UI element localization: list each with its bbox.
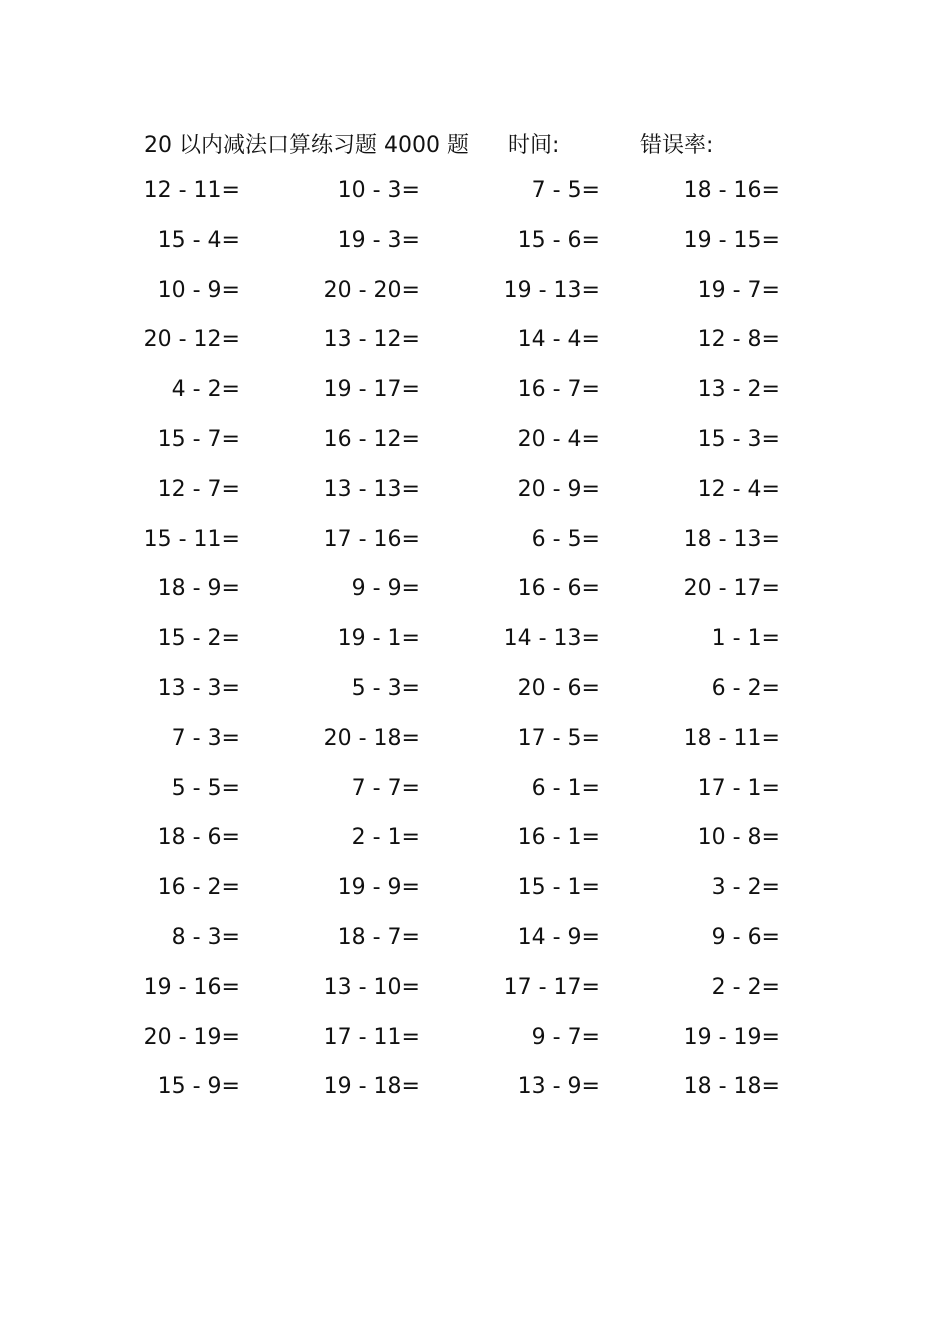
error-rate-label: 错误率:	[640, 133, 714, 158]
problem-row	[0, 872, 950, 922]
worksheet-header	[0, 128, 950, 158]
subtraction-problem: 17 - 5=	[517, 725, 600, 751]
subtraction-problem: 19 - 7=	[697, 277, 780, 303]
problem-row	[0, 275, 950, 325]
subtraction-problem: 9 - 9=	[351, 576, 420, 602]
subtraction-problem: 10 - 3=	[337, 178, 420, 203]
subtraction-problem: 12 - 4=	[697, 476, 780, 502]
subtraction-problem: 15 - 4=	[157, 227, 240, 253]
subtraction-problem: 15 - 1=	[517, 875, 600, 901]
problem-row	[0, 723, 950, 773]
subtraction-problem: 6 - 2=	[711, 675, 780, 701]
problem-row	[0, 374, 950, 424]
subtraction-problem: 16 - 1=	[517, 825, 600, 851]
problem-row	[0, 623, 950, 673]
subtraction-problem: 13 - 2=	[697, 377, 780, 403]
problem-row	[0, 175, 950, 225]
subtraction-problem: 19 - 1=	[337, 626, 420, 652]
subtraction-problem: 13 - 13=	[323, 476, 420, 502]
subtraction-problem: 7 - 7=	[351, 775, 420, 801]
subtraction-problem: 18 - 7=	[337, 924, 420, 950]
subtraction-problem: 7 - 3=	[171, 725, 240, 751]
problem-row	[0, 225, 950, 275]
subtraction-problem: 13 - 10=	[323, 974, 420, 1000]
subtraction-problem: 20 - 17=	[683, 576, 780, 602]
subtraction-problem: 18 - 16=	[683, 178, 780, 203]
problem-row	[0, 474, 950, 524]
problem-row	[0, 773, 950, 823]
subtraction-problem: 16 - 2=	[157, 875, 240, 901]
subtraction-problem: 9 - 7=	[531, 1024, 600, 1050]
subtraction-problem: 19 - 13=	[503, 277, 600, 303]
problem-row	[0, 573, 950, 623]
subtraction-problem: 8 - 3=	[171, 924, 240, 950]
subtraction-problem: 20 - 6=	[517, 675, 600, 701]
subtraction-problem: 15 - 3=	[697, 426, 780, 452]
subtraction-problem: 19 - 15=	[683, 227, 780, 253]
worksheet-title: 20 以内减法口算练习题 4000 题	[144, 133, 469, 158]
subtraction-problem: 18 - 11=	[683, 725, 780, 751]
subtraction-problem: 10 - 8=	[697, 825, 780, 851]
subtraction-problem: 15 - 2=	[157, 626, 240, 652]
subtraction-problem: 18 - 13=	[683, 526, 780, 552]
subtraction-problem: 4 - 2=	[171, 377, 240, 403]
subtraction-problem: 15 - 9=	[157, 1074, 240, 1100]
subtraction-problem: 19 - 19=	[683, 1024, 780, 1050]
subtraction-problem: 2 - 2=	[711, 974, 780, 1000]
subtraction-problem: 16 - 6=	[517, 576, 600, 602]
subtraction-problem: 18 - 18=	[683, 1074, 780, 1100]
subtraction-problem: 17 - 1=	[697, 775, 780, 801]
subtraction-problem: 14 - 4=	[517, 327, 600, 353]
subtraction-problem: 15 - 6=	[517, 227, 600, 253]
problem-row	[0, 524, 950, 574]
subtraction-problem: 20 - 20=	[323, 277, 420, 303]
subtraction-problem: 14 - 13=	[503, 626, 600, 652]
subtraction-problem: 9 - 6=	[711, 924, 780, 950]
subtraction-problem: 19 - 18=	[323, 1074, 420, 1100]
subtraction-problem: 17 - 11=	[323, 1024, 420, 1050]
problem-row	[0, 972, 950, 1022]
subtraction-problem: 20 - 18=	[323, 725, 420, 751]
subtraction-problem: 13 - 9=	[517, 1074, 600, 1100]
problem-row	[0, 822, 950, 872]
subtraction-problem: 20 - 9=	[517, 476, 600, 502]
subtraction-problem: 14 - 9=	[517, 924, 600, 950]
subtraction-problem: 16 - 12=	[323, 426, 420, 452]
subtraction-problem: 10 - 9=	[157, 277, 240, 303]
time-label: 时间:	[508, 133, 560, 158]
problem-grid	[0, 175, 950, 1121]
problem-row	[0, 922, 950, 972]
subtraction-problem: 16 - 7=	[517, 377, 600, 403]
subtraction-problem: 5 - 3=	[351, 675, 420, 701]
subtraction-problem: 20 - 4=	[517, 426, 600, 452]
problem-row	[0, 1071, 950, 1121]
subtraction-problem: 15 - 7=	[157, 426, 240, 452]
subtraction-problem: 17 - 17=	[503, 974, 600, 1000]
subtraction-problem: 19 - 17=	[323, 377, 420, 403]
subtraction-problem: 13 - 12=	[323, 327, 420, 353]
subtraction-problem: 19 - 9=	[337, 875, 420, 901]
subtraction-problem: 12 - 11=	[143, 178, 240, 203]
subtraction-problem: 7 - 5=	[531, 178, 600, 203]
subtraction-problem: 20 - 19=	[143, 1024, 240, 1050]
subtraction-problem: 12 - 7=	[157, 476, 240, 502]
subtraction-problem: 15 - 11=	[143, 526, 240, 552]
subtraction-problem: 1 - 1=	[711, 626, 780, 652]
subtraction-problem: 19 - 3=	[337, 227, 420, 253]
problem-row	[0, 1022, 950, 1072]
subtraction-problem: 5 - 5=	[171, 775, 240, 801]
subtraction-problem: 2 - 1=	[351, 825, 420, 851]
subtraction-problem: 17 - 16=	[323, 526, 420, 552]
subtraction-problem: 12 - 8=	[697, 327, 780, 353]
subtraction-problem: 18 - 6=	[157, 825, 240, 851]
problem-row	[0, 424, 950, 474]
subtraction-problem: 20 - 12=	[143, 327, 240, 353]
problem-row	[0, 324, 950, 374]
subtraction-problem: 19 - 16=	[143, 974, 240, 1000]
subtraction-problem: 13 - 3=	[157, 675, 240, 701]
problem-row	[0, 673, 950, 723]
subtraction-problem: 3 - 2=	[711, 875, 780, 901]
subtraction-problem: 6 - 1=	[531, 775, 600, 801]
subtraction-problem: 18 - 9=	[157, 576, 240, 602]
subtraction-problem: 6 - 5=	[531, 526, 600, 552]
